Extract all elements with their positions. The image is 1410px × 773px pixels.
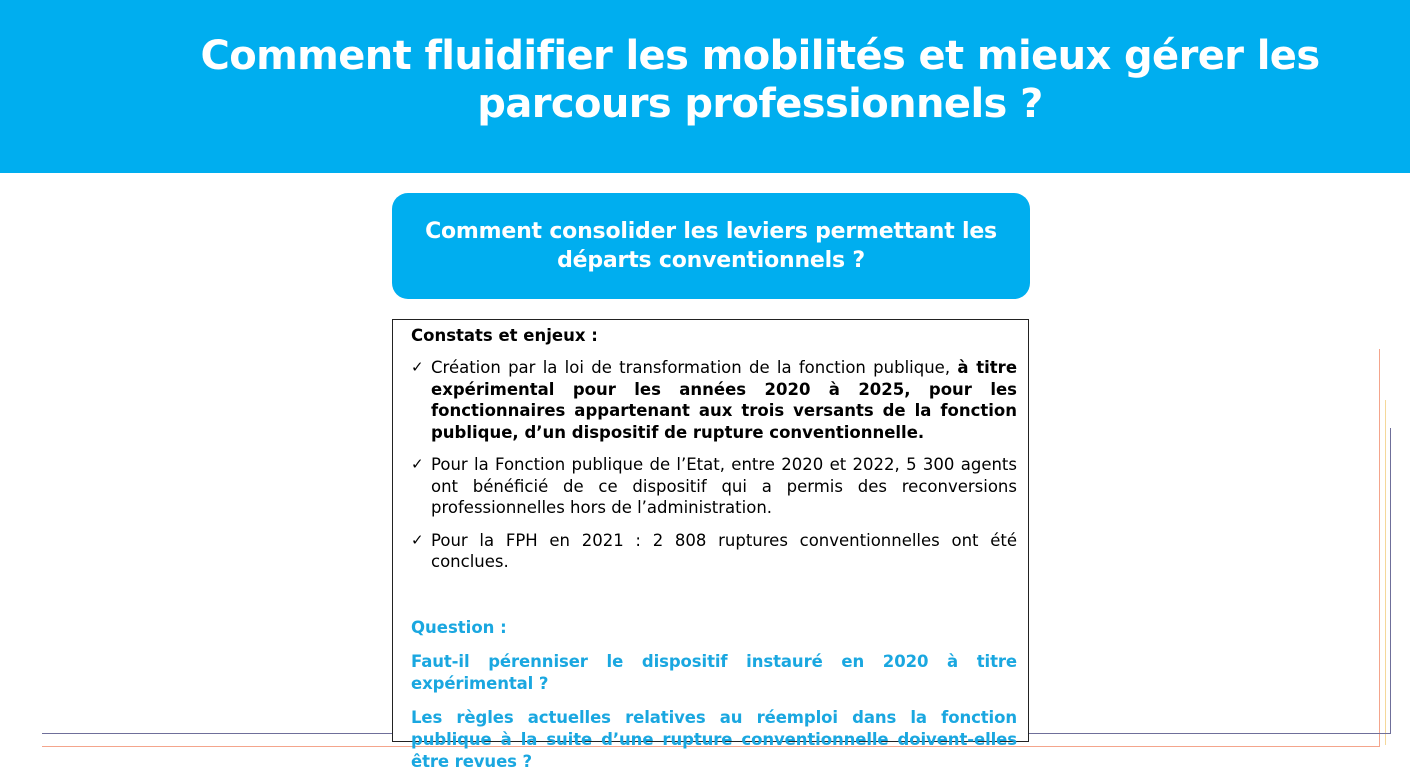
check-icon: ✓ (411, 455, 424, 473)
constats-heading: Constats et enjeux : (411, 326, 598, 345)
deco-line-salmon-vertical (1379, 349, 1380, 747)
bullet-text: Pour la Fonction publique de l’Etat, entre 2020 et 2022, 5 300 agents ont bénéficié de ce dispositif qui a permis des reconversions professionnelles hors de l’administration. (431, 455, 1017, 517)
subheading-text: Comment consolider les leviers permettant les départs conventionnels ? (425, 219, 997, 273)
question-heading: Question : (411, 617, 507, 637)
bullet-item-2 (411, 454, 1017, 519)
deco-line-yellow-vertical (1385, 400, 1386, 745)
page-title: Comment fluidifier les mobilités et mieux gérer les parcours professionnels ? (200, 33, 1320, 127)
content-box (392, 319, 1029, 771)
bullet-text-plain: Création par la loi de transformation de la fonction publique, (431, 358, 958, 377)
bullet-item-1 (411, 357, 1017, 443)
subheading-pill (392, 193, 1030, 299)
check-icon: ✓ (411, 530, 424, 549)
deco-line-purple-vertical (1390, 428, 1391, 734)
bullet-item-3 (411, 530, 1017, 573)
check-icon: ✓ (411, 358, 424, 376)
bullet-text-bold: à titre expérimental pour les années 2020 à 2025, pour les fonctionnaires appartenant aux trois versants de la fonction publique, d’un dispositif de rupture conventionnelle. (431, 358, 1018, 442)
title-banner (0, 0, 1410, 173)
bullet-text: Pour la FPH en 2021 : 2 808 ruptures conventionnelles ont été conclues. (431, 530, 1017, 571)
question-1: Faut-il pérenniser le dispositif instauré en 2020 à titre expérimental ? (411, 651, 1017, 693)
question-2: Les règles actuelles relatives au réemploi dans la fonction publique à la suite d’une rupture conventionnelle doivent-elles être revues ? (411, 707, 1017, 771)
